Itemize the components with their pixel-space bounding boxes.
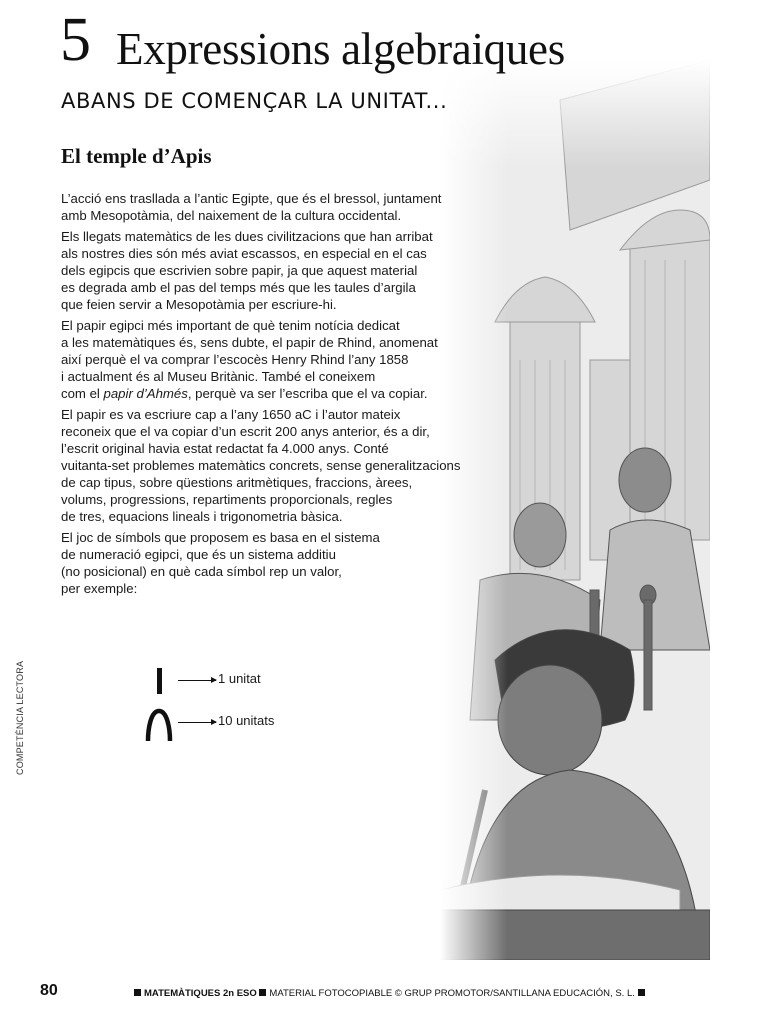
ahmes-after: , perquè va ser l’escriba que el va copiar. <box>187 386 428 401</box>
text-line: reconeix que el va copiar d’un escrit 200 anys anterior, és a dir, <box>61 424 430 439</box>
square-bullet-icon <box>259 989 266 996</box>
footer-credits <box>134 988 645 999</box>
reading-text <box>61 190 491 601</box>
arrow-icon <box>178 680 216 681</box>
symbol-label: 1 unitat <box>218 671 261 686</box>
text-line-ahmes <box>61 385 491 402</box>
ahmes-papyrus-name: papir d’Ahmés <box>103 386 188 401</box>
numeral-symbols <box>140 660 340 750</box>
unit-title: Expressions algebraiques <box>116 24 565 74</box>
text-line: El papir es va escriure cap a l’any 1650 aC i l’autor mateix <box>61 407 401 422</box>
text-line: L’acció ens trasllada a l’antic Egipte, que és el bressol, juntament <box>61 191 442 206</box>
text-line: que feien servir a Mesopotàmia per escriure-hi. <box>61 297 337 312</box>
ahmes-before: com el <box>61 386 104 401</box>
text-line: i actualment és al Museu Britànic. També el coneixem <box>61 369 376 384</box>
text-line: volums, progressions, repartiments proporcionals, regles <box>61 492 393 507</box>
text-line: Els llegats matemàtics de les dues civilitzacions que han arribat <box>61 229 433 244</box>
text-line: dels egipcis que escrivien sobre papir, ja que aquest material <box>61 263 418 278</box>
unit-number: 5 <box>60 6 91 74</box>
text-line: a les matemàtiques és, sens dubte, el papir de Rhind, anomenat <box>61 335 438 350</box>
text-line: l’escrit original havia estat redactat fa 4.000 anys. Conté <box>61 441 389 456</box>
text-line: així perquè el va comprar l’escocès Henry Rhind l’any 1858 <box>61 352 409 367</box>
paragraph-2 <box>61 228 491 313</box>
text-line: als nostres dies són més aviat escassos, en especial en el cas <box>61 246 427 261</box>
text-line: amb Mesopotàmia, del naixement de la cultura occidental. <box>61 208 402 223</box>
text-line: (no posicional) en què cada símbol rep un valor, <box>61 564 342 579</box>
side-label: COMPETÈNCIA LECTORA <box>15 660 25 775</box>
symbol-label: 10 unitats <box>218 713 275 728</box>
text-line: vuitanta-set problemes matemàtics concrets, sense generalitzacions <box>61 458 461 473</box>
text-line: es degrada amb el pas del temps més que les taules d’argila <box>61 280 416 295</box>
paragraph-1 <box>61 190 491 224</box>
section-title: El temple d’Apis <box>61 144 212 168</box>
footer-rights: MATERIAL FOTOCOPIABLE © GRUP PROMOTOR/SANTILLANA EDUCACIÓN, S. L. <box>269 988 635 999</box>
egyptian-ten-heel-bone-icon <box>140 708 176 742</box>
paragraph-4 <box>61 406 491 525</box>
text-line: El papir egipci més important de què tenim notícia dedicat <box>61 318 400 333</box>
paragraph-3 <box>61 317 491 402</box>
unit-subtitle: ABANS DE COMENÇAR LA UNITAT... <box>61 89 448 113</box>
square-bullet-icon <box>134 989 141 996</box>
text-line: per exemple: <box>61 581 138 596</box>
arrow-icon <box>178 722 216 723</box>
symbol-row-ten <box>140 708 340 740</box>
text-line: de tres, equacions lineals i trigonometria bàsica. <box>61 509 343 524</box>
text-line: de numeració egipci, que és un sistema additiu <box>61 547 336 562</box>
square-bullet-icon <box>638 989 645 996</box>
text-line: de cap tipus, sobre qüestions aritmètiques, fraccions, àrees, <box>61 475 413 490</box>
text-line: El joc de símbols que proposem es basa en el sistema <box>61 530 380 545</box>
egyptian-unit-stroke-icon <box>140 666 176 696</box>
footer-book-title: MATEMÀTIQUES 2n ESO <box>144 988 257 999</box>
page-number: 80 <box>40 982 58 999</box>
symbol-row-unit <box>140 666 340 698</box>
paragraph-5 <box>61 529 491 597</box>
